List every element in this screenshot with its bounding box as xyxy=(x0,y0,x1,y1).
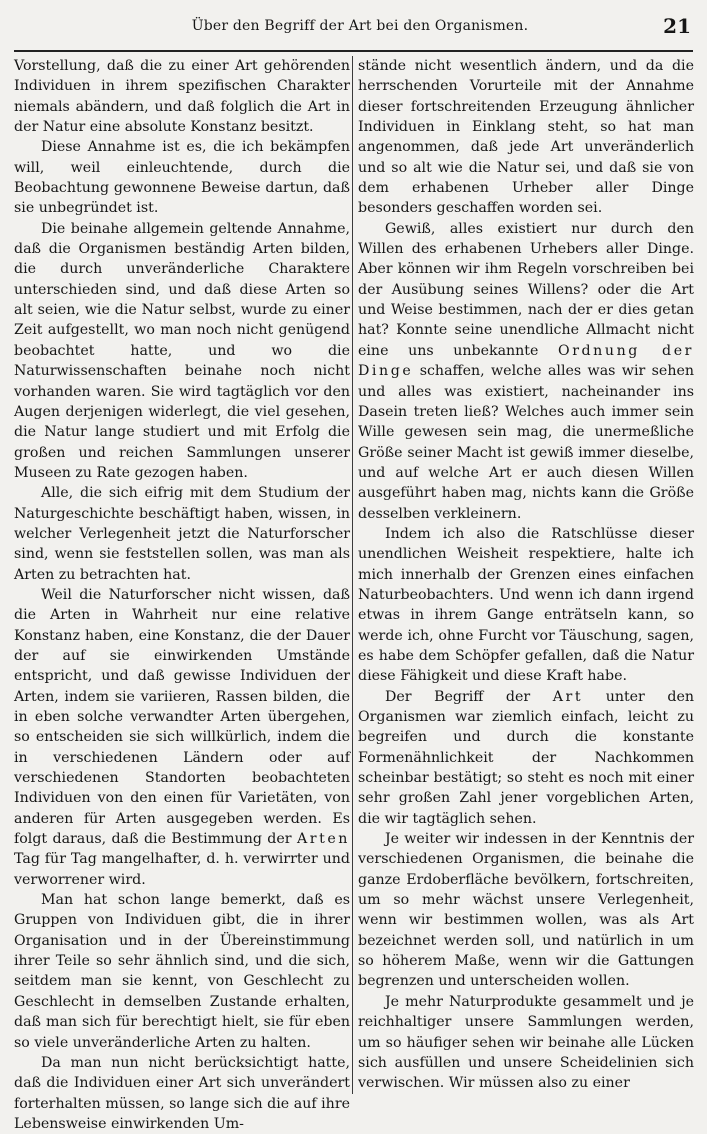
paragraph: stände nicht wesentlich ändern, und da die herrschenden Vorurteile mit der Annahme dieser fortschreitenden Erzeugung ähnlicher Individuen in Einklang steht, so hat man angenommen, daß jede Art unveränderlich und so alt wie die Natur sei, und daß sie von dem erhabenen Urheber aller Dinge besonders geschaffen worden sei. xyxy=(358,58,694,217)
page-number: 21 xyxy=(663,14,691,38)
emphasized-phrase: Ordnung der Dinge xyxy=(358,342,694,380)
paragraph: Alle, die sich eifrig mit dem Studium der Naturgeschichte beschäftigt haben, wissen, in welcher Verlegenheit jetzt die Naturforscher sind, wenn sie feststellen sollen, was man als Arten zu betrachten hat. xyxy=(14,485,350,583)
paragraph: Da man nun nicht berücksichtigt hatte, daß die Individuen einer Art sich unverändert forterhalten müssen, so lange sich die auf ihre Lebensweise einwirkenden Um- xyxy=(14,1054,350,1132)
paragraph xyxy=(358,219,694,524)
paragraph-text: schaffen, welche alles was wir sehen und alles was existiert, nacheinander ins Dasein treten ließ? Welches auch immer sein Wille gewesen sein mag, die unermeßliche Größe seiner Macht ist gewiß immer dieselbe, und auf welche Art er auch diesen Willen ausgeführt haben mag, nichts kann die Größe desselben verkleinern. xyxy=(358,363,694,522)
paragraph: Vorstellung, daß die zu einer Art gehörenden Individuen in ihrem spezifischen Charakter niemals abändern, und daß folglich die Art in der Natur eine absolute Konstanz besitzt. xyxy=(14,58,350,136)
emphasized-word: Arten xyxy=(296,831,350,848)
paragraph: Je weiter wir indessen in der Kenntnis der verschiedenen Organismen, die beinahe die ganze Erdoberfläche bevölkern, fortschreiten, um so mehr wächst unsere Verlegenheit, wenn wir bestimmen wollen, was als Art bezeichnet werden soll, und natürlich in um so höherem Maße, wenn wir die Gattungen begrenzen und unterscheiden wollen. xyxy=(358,831,694,990)
paragraph-text: Gewiß, alles existiert nur durch den Willen des erhabenen Urhebers aller Dinge. Aber können wir ihm Regeln vorschreiben bei der Ausübung seines Willens? oder die Art und Weise bestimmen, nach der er dies getan hat? Konnte seine unendliche Allmacht nicht eine uns unbekannte xyxy=(358,220,694,359)
header-rule xyxy=(14,50,693,52)
left-column xyxy=(14,56,350,1134)
running-head xyxy=(0,14,707,40)
paragraph xyxy=(14,585,350,890)
paragraph: Indem ich also die Ratschlüsse dieser unendlichen Weisheit respektiere, halte ich mich innerhalb der Grenzen eines einfachen Naturbeobachters. Und wenn ich dann irgend etwas in ihrem Gange enträtseln kann, so werde ich, ohne Furcht vor Täuschung, sagen, es habe dem Schöpfer gefallen, daß die Natur diese Fähigkeit und diese Kraft habe. xyxy=(358,525,694,685)
running-title: Über den Begriff der Art bei den Organismen. xyxy=(191,18,529,34)
paragraph: Diese Annahme ist es, die ich bekämpfen will, weil einleuchtende, durch die Beobachtung gewonnene Beweise dartun, daß sie unbegründet ist. xyxy=(14,139,350,217)
paragraph xyxy=(358,687,694,829)
paragraph-text: Der Begriff der xyxy=(384,688,531,705)
paragraph: Man hat schon lange bemerkt, daß es Gruppen von Individuen gibt, die in ihrer Organisation und in der Übereinstimmung ihrer Teile so sehr ähnlich sind, und die sich, seitdem man sie kennt, von Geschlecht zu Geschlecht in demselben Zustande erhalten, daß man sich für berechtigt hielt, sie für eben so viele unveränderliche Arten zu halten. xyxy=(14,892,350,1051)
paragraph: Die beinahe allgemein geltende Annahme, daß die Organismen beständig Arten bilden, die durch unveränderliche Charaktere unterschieden sind, und daß diese Arten so alt seien, wie die Natur selbst, wurde zu einer Zeit aufgestellt, wo man noch nicht genügend beobachtet hatte, und wo die Naturwissenschaften beinahe noch nicht vorhanden waren. Sie wird tagtäglich vor den Augen derjenigen widerlegt, die viel gesehen, die Natur lange studiert und mit Erfolg die großen und reichen Sammlungen unserer Museen zu Rate gezogen haben. xyxy=(14,220,350,481)
paragraph-text: unter den Organismen war ziemlich einfach, leicht zu begreifen und durch die konstante Formenähnlichkeit der Nachkommen scheinbar bestätigt; so steht es noch mit einer sehr großen Zahl jener vorgeblichen Arten, die wir tagtäglich sehen. xyxy=(358,688,695,827)
paragraph-text: Tag für Tag mangelhafter, d. h. verwirrter und verworrener wird. xyxy=(14,851,350,888)
right-column xyxy=(358,56,694,1094)
emphasized-word: Art xyxy=(552,688,584,705)
paragraph: Je mehr Naturprodukte gesammelt und je reichhaltiger unsere Sammlungen werden, um so häufiger sehen wir beinahe alle Lücken sich ausfüllen und unsere Scheidelinien sich verwischen. Wir müssen also zu einer xyxy=(358,993,694,1092)
paragraph-text: Weil die Naturforscher nicht wissen, daß die Arten in Wahrheit nur eine relative Konstanz haben, eine Konstanz, die der Dauer der auf sie einwirkenden Umstände entspricht, und daß gewisse Individuen der Arten, indem sie variieren, Rassen bilden, die in eben solche verwandter Arten übergehen, so entscheiden sie sich willkürlich, indem die in verschiedenen Ländern oder auf verschiedenen Standorten beobachteten Individuen von den einen für Varietäten, von anderen für Arten ausgegeben werden. Es folgt daraus, daß die Bestimmung der xyxy=(14,586,350,848)
column-divider xyxy=(352,56,353,1094)
